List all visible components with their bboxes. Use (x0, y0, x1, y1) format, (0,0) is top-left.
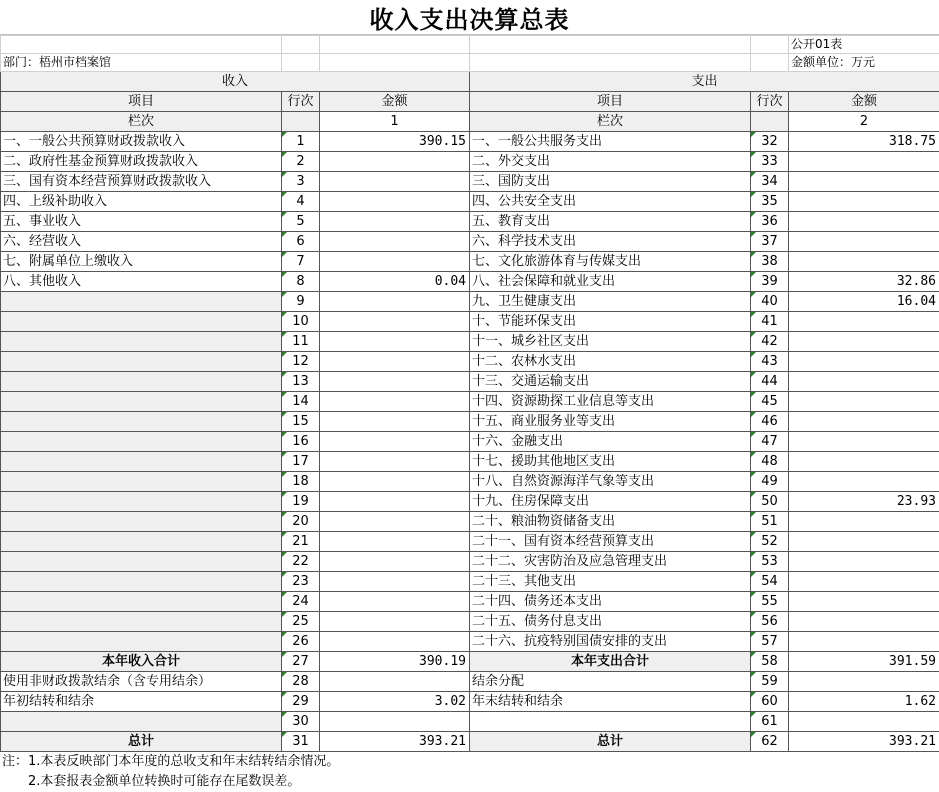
income-amount[interactable] (320, 612, 470, 632)
expense-amount[interactable] (789, 172, 939, 192)
expense-line-no[interactable]: 32 (751, 132, 789, 152)
expense-line-no[interactable]: 52 (751, 532, 789, 552)
expense-item-label[interactable]: 六、科学技术支出 (470, 232, 751, 252)
header-amount-income[interactable]: 金额 (320, 92, 470, 112)
expense-item-label[interactable]: 十八、自然资源海洋气象等支出 (470, 472, 751, 492)
income-amount[interactable] (320, 592, 470, 612)
total-row (1, 732, 939, 752)
income-line-no[interactable]: 15 (282, 412, 320, 432)
expense-line-no[interactable]: 34 (751, 172, 789, 192)
expense-amount[interactable] (789, 452, 939, 472)
table-row (1, 472, 939, 492)
table-row (1, 612, 939, 632)
expense-item-label[interactable]: 九、卫生健康支出 (470, 292, 751, 312)
meta-row-1 (1, 36, 939, 54)
expense-item-label[interactable]: 总计 (470, 732, 751, 752)
income-item-label[interactable]: 一、一般公共预算财政拨款收入 (1, 132, 282, 152)
expense-item-label[interactable]: 五、教育支出 (470, 212, 751, 232)
income-item-label[interactable] (1, 532, 282, 552)
table-row (1, 312, 939, 332)
expense-amount[interactable] (789, 672, 939, 692)
income-item-label[interactable] (1, 512, 282, 532)
income-line-no[interactable]: 27 (282, 652, 320, 672)
expense-amount[interactable]: 391.59 (789, 652, 939, 672)
expense-item-label[interactable]: 十、节能环保支出 (470, 312, 751, 332)
income-amount[interactable] (320, 212, 470, 232)
note-2: 2.本套报表金额单位转换时可能存在尾数误差。 (2, 772, 939, 792)
expense-line-no[interactable]: 61 (751, 712, 789, 732)
income-line-no[interactable]: 24 (282, 592, 320, 612)
expense-line-no[interactable]: 39 (751, 272, 789, 292)
meta-row-2 (1, 54, 939, 72)
expense-amount[interactable] (789, 372, 939, 392)
expense-amount[interactable] (789, 312, 939, 332)
expense-line-no[interactable]: 48 (751, 452, 789, 472)
income-amount[interactable] (320, 192, 470, 212)
table-row (1, 252, 939, 272)
expense-item-label[interactable]: 二十三、其他支出 (470, 572, 751, 592)
income-item-label[interactable] (1, 452, 282, 472)
cell[interactable] (751, 54, 789, 72)
income-amount[interactable] (320, 492, 470, 512)
income-item-label[interactable]: 年初结转和结余 (1, 692, 282, 712)
expense-amount[interactable]: 16.04 (789, 292, 939, 312)
income-item-label[interactable] (1, 392, 282, 412)
cell[interactable] (1, 36, 282, 54)
table-row (1, 592, 939, 612)
cell[interactable] (751, 112, 789, 132)
income-item-label[interactable] (1, 372, 282, 392)
income-amount[interactable] (320, 632, 470, 652)
income-item-label[interactable] (1, 632, 282, 652)
expense-amount[interactable] (789, 512, 939, 532)
income-item-label[interactable]: 本年收入合计 (1, 652, 282, 672)
table-row (1, 552, 939, 572)
expense-item-label[interactable]: 三、国防支出 (470, 172, 751, 192)
subtotal-row (1, 652, 939, 672)
expense-item-label[interactable]: 四、公共安全支出 (470, 192, 751, 212)
expense-amount[interactable] (789, 412, 939, 432)
income-line-no[interactable]: 7 (282, 252, 320, 272)
income-line-no[interactable]: 25 (282, 612, 320, 632)
table-body (1, 36, 939, 752)
income-line-no[interactable]: 12 (282, 352, 320, 372)
expense-item-label[interactable]: 一、一般公共服务支出 (470, 132, 751, 152)
income-line-no[interactable]: 20 (282, 512, 320, 532)
expense-line-no[interactable]: 51 (751, 512, 789, 532)
table-row (1, 352, 939, 372)
table-row (1, 672, 939, 692)
column-header-row (1, 92, 939, 112)
table-row (1, 452, 939, 472)
income-line-no[interactable]: 31 (282, 732, 320, 752)
expense-amount[interactable] (789, 332, 939, 352)
income-amount[interactable] (320, 572, 470, 592)
expense-item-label[interactable]: 二十五、债务付息支出 (470, 612, 751, 632)
title-row (0, 0, 939, 35)
expense-amount[interactable]: 32.86 (789, 272, 939, 292)
income-item-label[interactable] (1, 572, 282, 592)
cell[interactable] (282, 36, 320, 54)
expense-item-label[interactable]: 本年支出合计 (470, 652, 751, 672)
income-amount[interactable] (320, 712, 470, 732)
income-line-no[interactable]: 30 (282, 712, 320, 732)
expense-item-label[interactable]: 年末结转和结余 (470, 692, 751, 712)
income-line-no[interactable]: 13 (282, 372, 320, 392)
header-item-expense[interactable]: 项目 (470, 92, 751, 112)
income-amount[interactable] (320, 512, 470, 532)
expense-item-label[interactable]: 十七、援助其他地区支出 (470, 452, 751, 472)
header-line-expense[interactable]: 行次 (751, 92, 789, 112)
expense-line-no[interactable]: 60 (751, 692, 789, 712)
income-amount[interactable] (320, 292, 470, 312)
section-expense[interactable]: 支出 (470, 72, 939, 92)
table-row (1, 532, 939, 552)
expense-item-label[interactable]: 十六、金融支出 (470, 432, 751, 452)
expense-item-label[interactable]: 二十二、灾害防治及应急管理支出 (470, 552, 751, 572)
expense-line-no[interactable]: 53 (751, 552, 789, 572)
expense-amount[interactable]: 393.21 (789, 732, 939, 752)
table-row (1, 492, 939, 512)
column-number-row (1, 112, 939, 132)
income-line-no[interactable]: 8 (282, 272, 320, 292)
col-label-income[interactable]: 栏次 (1, 112, 282, 132)
note-1: 注：1.本表反映部门本年度的总收支和年末结转结余情况。 (2, 752, 939, 772)
table-row (1, 232, 939, 252)
income-line-no[interactable]: 19 (282, 492, 320, 512)
section-header-row (1, 72, 939, 92)
income-item-label[interactable]: 八、其他收入 (1, 272, 282, 292)
income-item-label[interactable] (1, 352, 282, 372)
income-item-label[interactable] (1, 312, 282, 332)
income-amount[interactable] (320, 452, 470, 472)
expense-item-label[interactable]: 二十、粮油物资储备支出 (470, 512, 751, 532)
expense-amount[interactable] (789, 152, 939, 172)
expense-amount[interactable] (789, 632, 939, 652)
expense-line-no[interactable]: 55 (751, 592, 789, 612)
expense-amount[interactable] (789, 432, 939, 452)
expense-line-no[interactable]: 37 (751, 232, 789, 252)
income-line-no[interactable]: 5 (282, 212, 320, 232)
income-item-label[interactable] (1, 432, 282, 452)
income-line-no[interactable]: 17 (282, 452, 320, 472)
expense-line-no[interactable]: 62 (751, 732, 789, 752)
income-amount[interactable] (320, 332, 470, 352)
expense-amount[interactable] (789, 192, 939, 212)
income-item-label[interactable] (1, 412, 282, 432)
expense-item-label[interactable]: 二十六、抗疫特别国债安排的支出 (470, 632, 751, 652)
expense-item-label[interactable]: 十五、商业服务业等支出 (470, 412, 751, 432)
income-line-no[interactable]: 10 (282, 312, 320, 332)
income-amount[interactable]: 3.02 (320, 692, 470, 712)
expense-line-no[interactable]: 42 (751, 332, 789, 352)
expense-amount[interactable]: 23.93 (789, 492, 939, 512)
income-line-no[interactable]: 14 (282, 392, 320, 412)
expense-amount[interactable] (789, 612, 939, 632)
table-row (1, 512, 939, 532)
table-row (1, 632, 939, 652)
expense-item-label[interactable]: 十九、住房保障支出 (470, 492, 751, 512)
income-line-no[interactable]: 11 (282, 332, 320, 352)
expense-amount[interactable]: 318.75 (789, 132, 939, 152)
header-line-income[interactable]: 行次 (282, 92, 320, 112)
expense-item-label[interactable]: 十一、城乡社区支出 (470, 332, 751, 352)
expense-line-no[interactable]: 49 (751, 472, 789, 492)
income-line-no[interactable]: 22 (282, 552, 320, 572)
table-row (1, 412, 939, 432)
income-line-no[interactable]: 23 (282, 572, 320, 592)
income-amount[interactable] (320, 172, 470, 192)
table-row (1, 372, 939, 392)
expense-item-label[interactable]: 八、社会保障和就业支出 (470, 272, 751, 292)
income-item-label[interactable] (1, 332, 282, 352)
income-line-no[interactable]: 21 (282, 532, 320, 552)
expense-line-no[interactable]: 40 (751, 292, 789, 312)
expense-line-no[interactable]: 45 (751, 392, 789, 412)
expense-amount[interactable] (789, 472, 939, 492)
income-amount[interactable] (320, 252, 470, 272)
expense-amount[interactable] (789, 712, 939, 732)
expense-item-label[interactable]: 十四、资源勘探工业信息等支出 (470, 392, 751, 412)
income-line-no[interactable]: 2 (282, 152, 320, 172)
expense-line-no[interactable]: 36 (751, 212, 789, 232)
income-amount[interactable] (320, 312, 470, 332)
form-code[interactable]: 公开01表 (789, 36, 939, 54)
income-amount[interactable] (320, 412, 470, 432)
income-item-label[interactable]: 四、上级补助收入 (1, 192, 282, 212)
income-amount[interactable] (320, 472, 470, 492)
cell[interactable] (320, 54, 470, 72)
page-title: 收入支出决算总表 (370, 0, 570, 35)
table-row (1, 212, 939, 232)
income-item-label[interactable] (1, 612, 282, 632)
income-item-label[interactable]: 三、国有资本经营预算财政拨款收入 (1, 172, 282, 192)
section-income[interactable]: 收入 (1, 72, 470, 92)
income-amount[interactable] (320, 372, 470, 392)
col-number-expense[interactable]: 2 (789, 112, 939, 132)
expense-item-label[interactable] (470, 712, 751, 732)
income-item-label[interactable]: 使用非财政拨款结余（含专用结余） (1, 672, 282, 692)
table-row (1, 192, 939, 212)
expense-amount[interactable]: 1.62 (789, 692, 939, 712)
income-item-label[interactable]: 总计 (1, 732, 282, 752)
expense-line-no[interactable]: 59 (751, 672, 789, 692)
expense-item-label[interactable]: 二十四、债务还本支出 (470, 592, 751, 612)
expense-amount[interactable] (789, 232, 939, 252)
expense-item-label[interactable]: 二十一、国有资本经营预算支出 (470, 532, 751, 552)
cell[interactable] (751, 36, 789, 54)
income-item-label[interactable] (1, 292, 282, 312)
cell[interactable] (320, 36, 470, 54)
income-line-no[interactable]: 28 (282, 672, 320, 692)
income-line-no[interactable]: 18 (282, 472, 320, 492)
table-row (1, 432, 939, 452)
expense-line-no[interactable]: 35 (751, 192, 789, 212)
expense-amount[interactable] (789, 352, 939, 372)
expense-amount[interactable] (789, 212, 939, 232)
income-amount[interactable]: 0.04 (320, 272, 470, 292)
income-amount[interactable]: 390.19 (320, 652, 470, 672)
expense-amount[interactable] (789, 252, 939, 272)
notes (0, 752, 939, 792)
expense-line-no[interactable]: 38 (751, 252, 789, 272)
income-item-label[interactable] (1, 592, 282, 612)
table-row (1, 332, 939, 352)
header-amount-expense[interactable]: 金额 (789, 92, 939, 112)
income-amount[interactable] (320, 232, 470, 252)
expense-amount[interactable] (789, 392, 939, 412)
table-row (1, 272, 939, 292)
expense-item-label[interactable]: 二、外交支出 (470, 152, 751, 172)
income-item-label[interactable]: 七、附属单位上缴收入 (1, 252, 282, 272)
expense-amount[interactable] (789, 532, 939, 552)
expense-item-label[interactable]: 十二、农林水支出 (470, 352, 751, 372)
cell[interactable] (470, 36, 751, 54)
income-line-no[interactable]: 4 (282, 192, 320, 212)
income-amount[interactable]: 390.15 (320, 132, 470, 152)
expense-line-no[interactable]: 58 (751, 652, 789, 672)
expense-amount[interactable] (789, 592, 939, 612)
expense-line-no[interactable]: 43 (751, 352, 789, 372)
cell[interactable] (470, 54, 751, 72)
table-row (1, 392, 939, 412)
col-number-income[interactable]: 1 (320, 112, 470, 132)
table-row (1, 132, 939, 152)
income-amount[interactable] (320, 532, 470, 552)
cell[interactable] (282, 54, 320, 72)
expense-line-no[interactable]: 46 (751, 412, 789, 432)
header-item-income[interactable]: 项目 (1, 92, 282, 112)
income-item-label[interactable] (1, 472, 282, 492)
table-row (1, 692, 939, 712)
income-amount[interactable] (320, 152, 470, 172)
income-line-no[interactable]: 29 (282, 692, 320, 712)
amount-unit[interactable]: 金额单位：万元 (789, 54, 939, 72)
expense-line-no[interactable]: 47 (751, 432, 789, 452)
expense-line-no[interactable]: 54 (751, 572, 789, 592)
income-line-no[interactable]: 16 (282, 432, 320, 452)
table-row (1, 292, 939, 312)
income-amount[interactable] (320, 672, 470, 692)
expense-item-label[interactable]: 结余分配 (470, 672, 751, 692)
expense-line-no[interactable]: 41 (751, 312, 789, 332)
expense-line-no[interactable]: 50 (751, 492, 789, 512)
expense-line-no[interactable]: 33 (751, 152, 789, 172)
income-line-no[interactable]: 9 (282, 292, 320, 312)
col-label-expense[interactable]: 栏次 (470, 112, 751, 132)
expense-amount[interactable] (789, 552, 939, 572)
income-item-label[interactable] (1, 552, 282, 572)
income-amount[interactable] (320, 432, 470, 452)
income-item-label[interactable] (1, 492, 282, 512)
income-amount[interactable]: 393.21 (320, 732, 470, 752)
department[interactable]: 部门：梧州市档案馆 (1, 54, 282, 72)
cell[interactable] (282, 112, 320, 132)
income-amount[interactable] (320, 352, 470, 372)
expense-line-no[interactable]: 57 (751, 632, 789, 652)
income-item-label[interactable]: 五、事业收入 (1, 212, 282, 232)
income-line-no[interactable]: 26 (282, 632, 320, 652)
table-row (1, 152, 939, 172)
income-item-label[interactable]: 二、政府性基金预算财政拨款收入 (1, 152, 282, 172)
income-amount[interactable] (320, 392, 470, 412)
expense-line-no[interactable]: 56 (751, 612, 789, 632)
income-item-label[interactable] (1, 712, 282, 732)
income-line-no[interactable]: 3 (282, 172, 320, 192)
table-row (1, 572, 939, 592)
income-expense-table (0, 35, 939, 752)
expense-item-label[interactable]: 十三、交通运输支出 (470, 372, 751, 392)
income-item-label[interactable]: 六、经营收入 (1, 232, 282, 252)
income-line-no[interactable]: 1 (282, 132, 320, 152)
expense-item-label[interactable]: 七、文化旅游体育与传媒支出 (470, 252, 751, 272)
table-row (1, 172, 939, 192)
income-line-no[interactable]: 6 (282, 232, 320, 252)
expense-line-no[interactable]: 44 (751, 372, 789, 392)
income-amount[interactable] (320, 552, 470, 572)
expense-amount[interactable] (789, 572, 939, 592)
table-row (1, 712, 939, 732)
